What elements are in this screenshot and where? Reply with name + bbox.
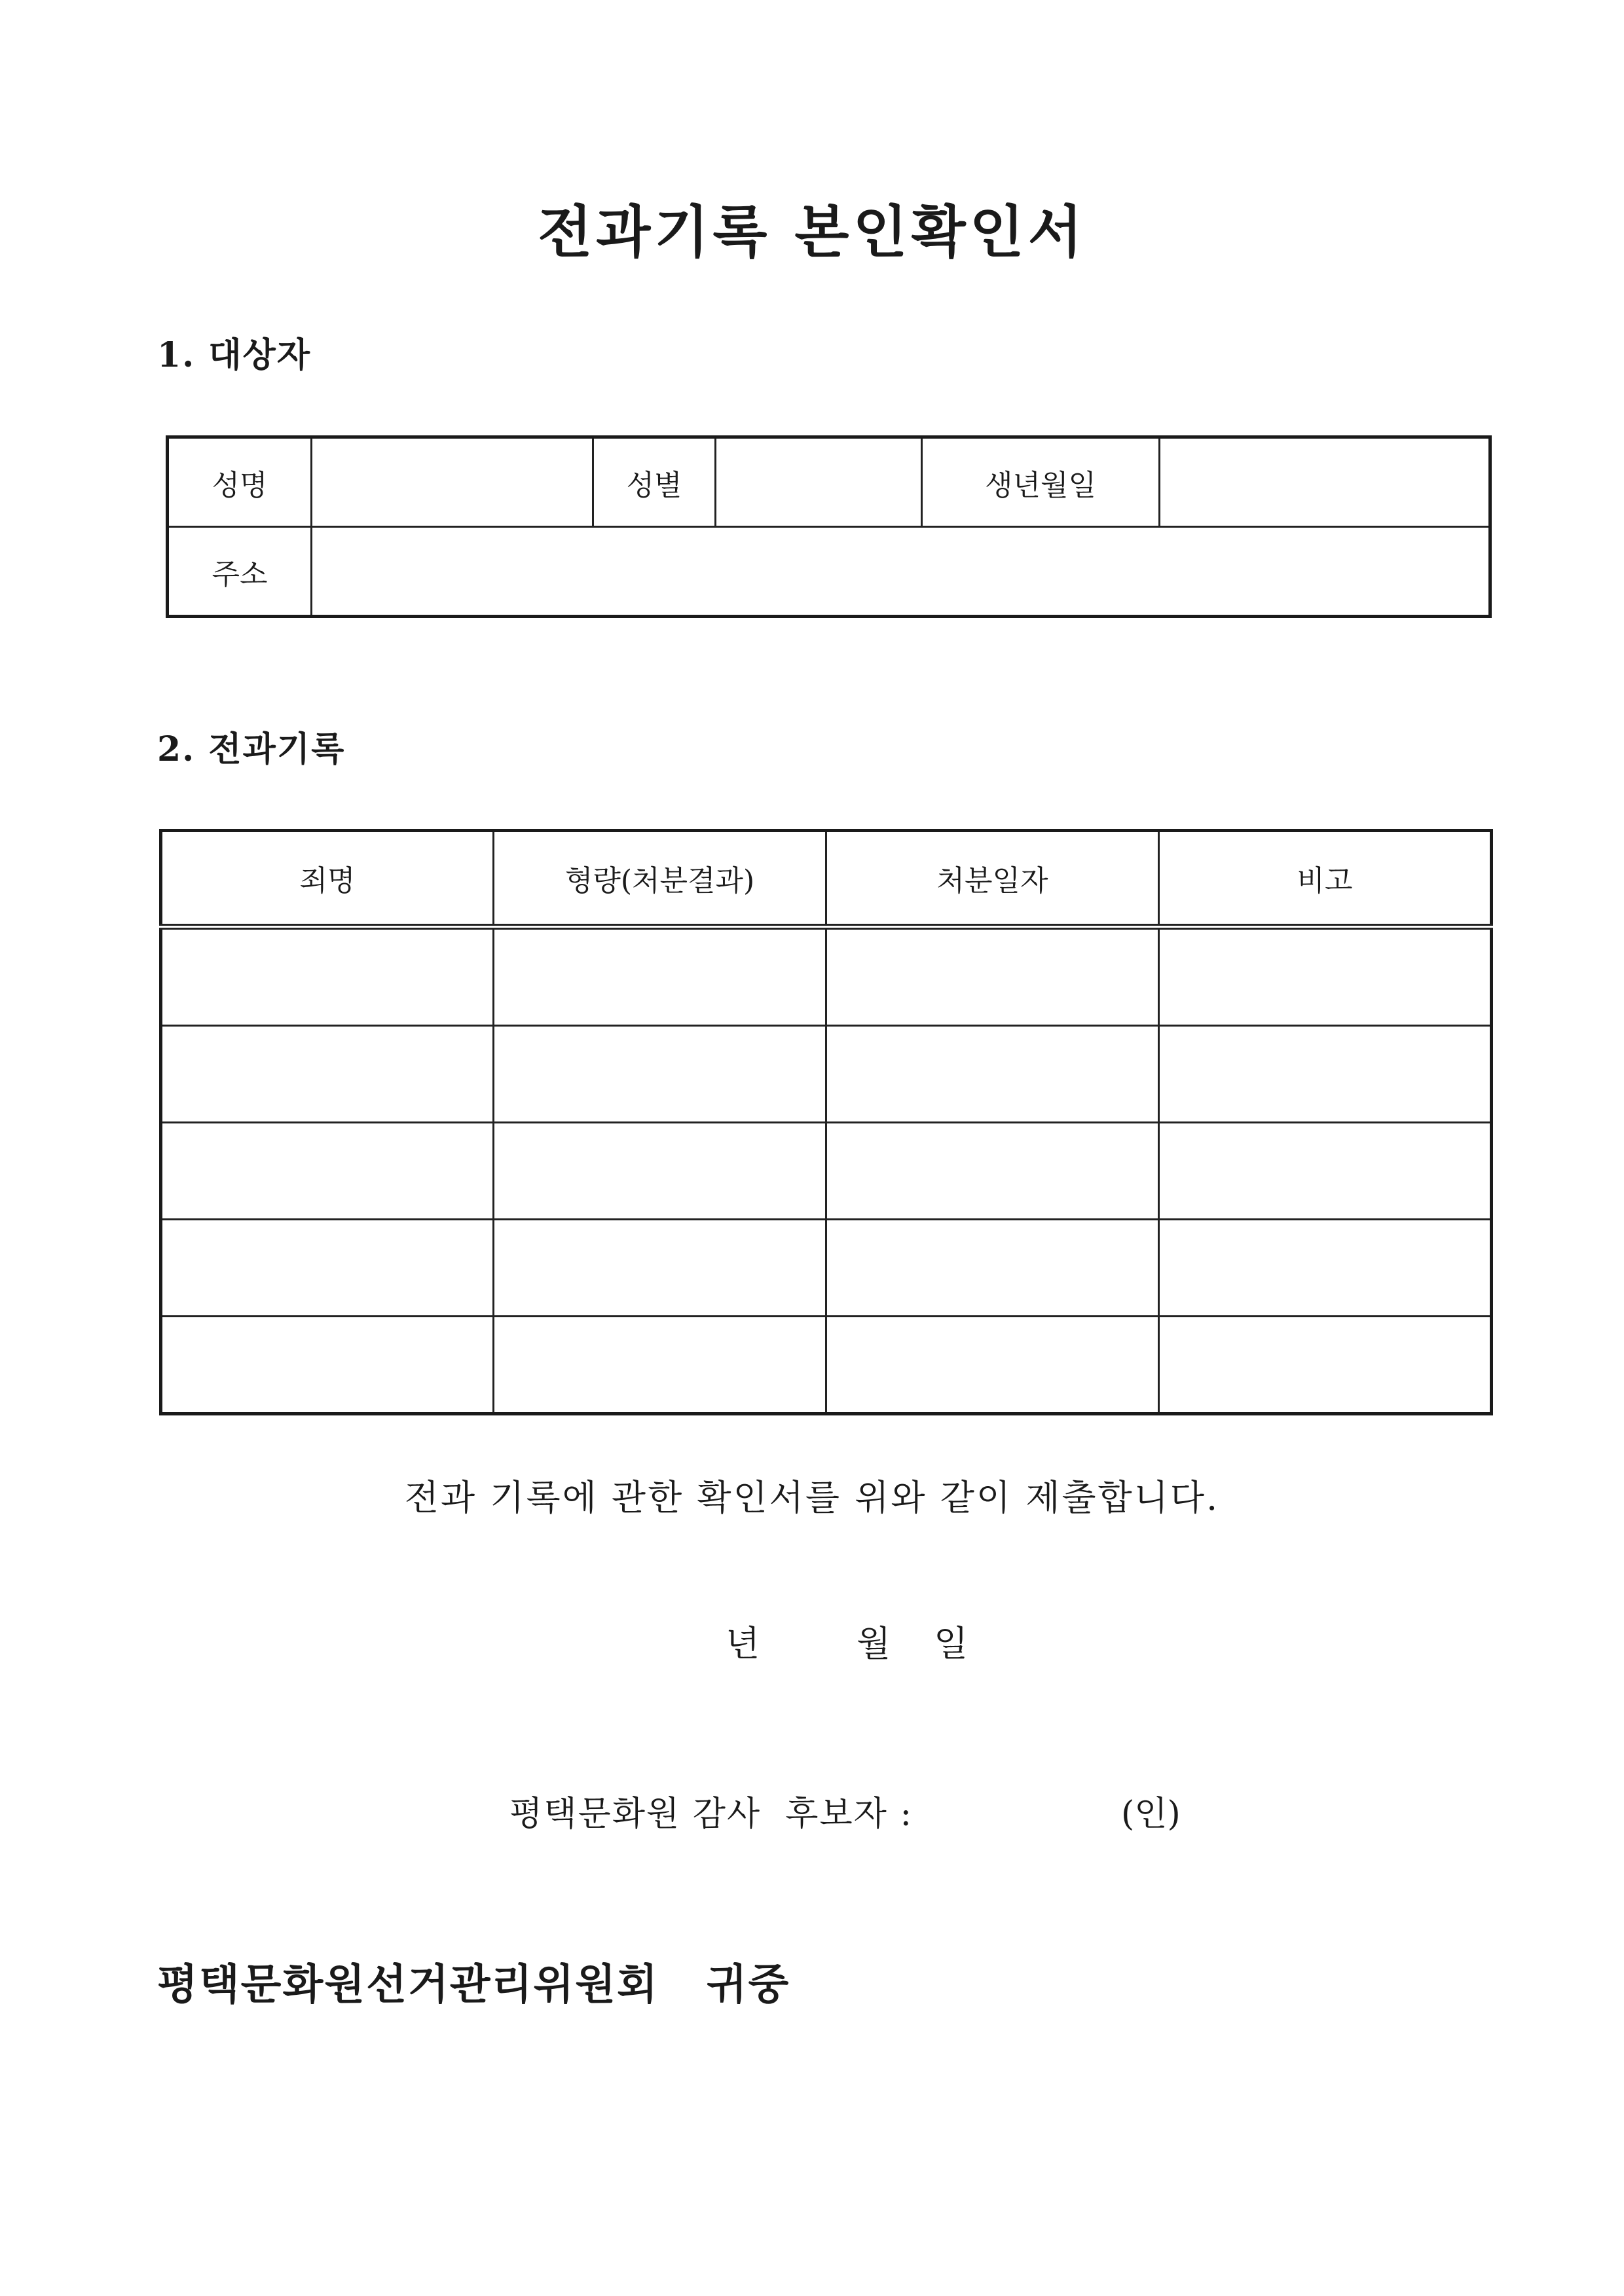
column-header-disposition-date: 처분일자 <box>826 831 1159 927</box>
date-year-label: 년 <box>726 1623 760 1664</box>
sentence-cell[interactable] <box>494 1123 826 1220</box>
table-row <box>161 1026 1492 1123</box>
address-label: 주소 <box>168 527 312 617</box>
page-title: 전과기록 본인확인서 <box>538 199 1086 265</box>
column-header-remarks: 비고 <box>1159 831 1492 927</box>
submission-statement: 전과 기록에 관한 확인서를 위와 같이 제출합니다. <box>404 1477 1220 1518</box>
remarks-cell[interactable] <box>1159 927 1492 1026</box>
offense-cell[interactable] <box>161 927 494 1026</box>
section-heading-subject: 1. 대상자 <box>157 335 312 375</box>
offense-cell[interactable] <box>161 1220 494 1317</box>
remarks-cell[interactable] <box>1159 1220 1492 1317</box>
birthdate-field[interactable] <box>1160 437 1490 527</box>
remarks-cell[interactable] <box>1159 1123 1492 1220</box>
date-day-label: 일 <box>934 1623 969 1664</box>
offense-cell[interactable] <box>161 1026 494 1123</box>
candidate-signature-label: 평택문화원 감사 후보자 : <box>509 1795 913 1834</box>
date-month-label: 월 <box>857 1623 891 1664</box>
table-row <box>161 1317 1492 1414</box>
sentence-cell[interactable] <box>494 927 826 1026</box>
remarks-cell[interactable] <box>1159 1317 1492 1414</box>
disposition-date-cell[interactable] <box>826 1220 1159 1317</box>
sentence-cell[interactable] <box>494 1026 826 1123</box>
disposition-date-cell[interactable] <box>826 1317 1159 1414</box>
disposition-date-cell[interactable] <box>826 1123 1159 1220</box>
subject-info-table <box>166 435 1492 618</box>
offense-cell[interactable] <box>161 1317 494 1414</box>
address-field[interactable] <box>312 527 1490 617</box>
gender-field[interactable] <box>716 437 922 527</box>
birthdate-label: 생년월일 <box>922 437 1160 527</box>
name-label: 성명 <box>168 437 312 527</box>
column-header-sentence: 형량(처분결과) <box>494 831 826 927</box>
table-row <box>161 1123 1492 1220</box>
section-heading-criminal-record: 2. 전과기록 <box>157 729 346 769</box>
table-row <box>168 527 1490 617</box>
table-row <box>161 927 1492 1026</box>
criminal-record-table <box>159 829 1493 1415</box>
gender-label: 성별 <box>593 437 716 527</box>
seal-mark: (인) <box>1121 1795 1181 1834</box>
offense-cell[interactable] <box>161 1123 494 1220</box>
sentence-cell[interactable] <box>494 1220 826 1317</box>
table-row <box>161 1220 1492 1317</box>
name-field[interactable] <box>312 437 593 527</box>
sentence-cell[interactable] <box>494 1317 826 1414</box>
column-header-offense: 죄명 <box>161 831 494 927</box>
table-header-row <box>161 831 1492 927</box>
table-row <box>168 437 1490 527</box>
recipient-line: 평택문화원선거관리위원회 귀중 <box>157 1960 790 2009</box>
disposition-date-cell[interactable] <box>826 927 1159 1026</box>
disposition-date-cell[interactable] <box>826 1026 1159 1123</box>
remarks-cell[interactable] <box>1159 1026 1492 1123</box>
date-line <box>726 1616 968 1666</box>
